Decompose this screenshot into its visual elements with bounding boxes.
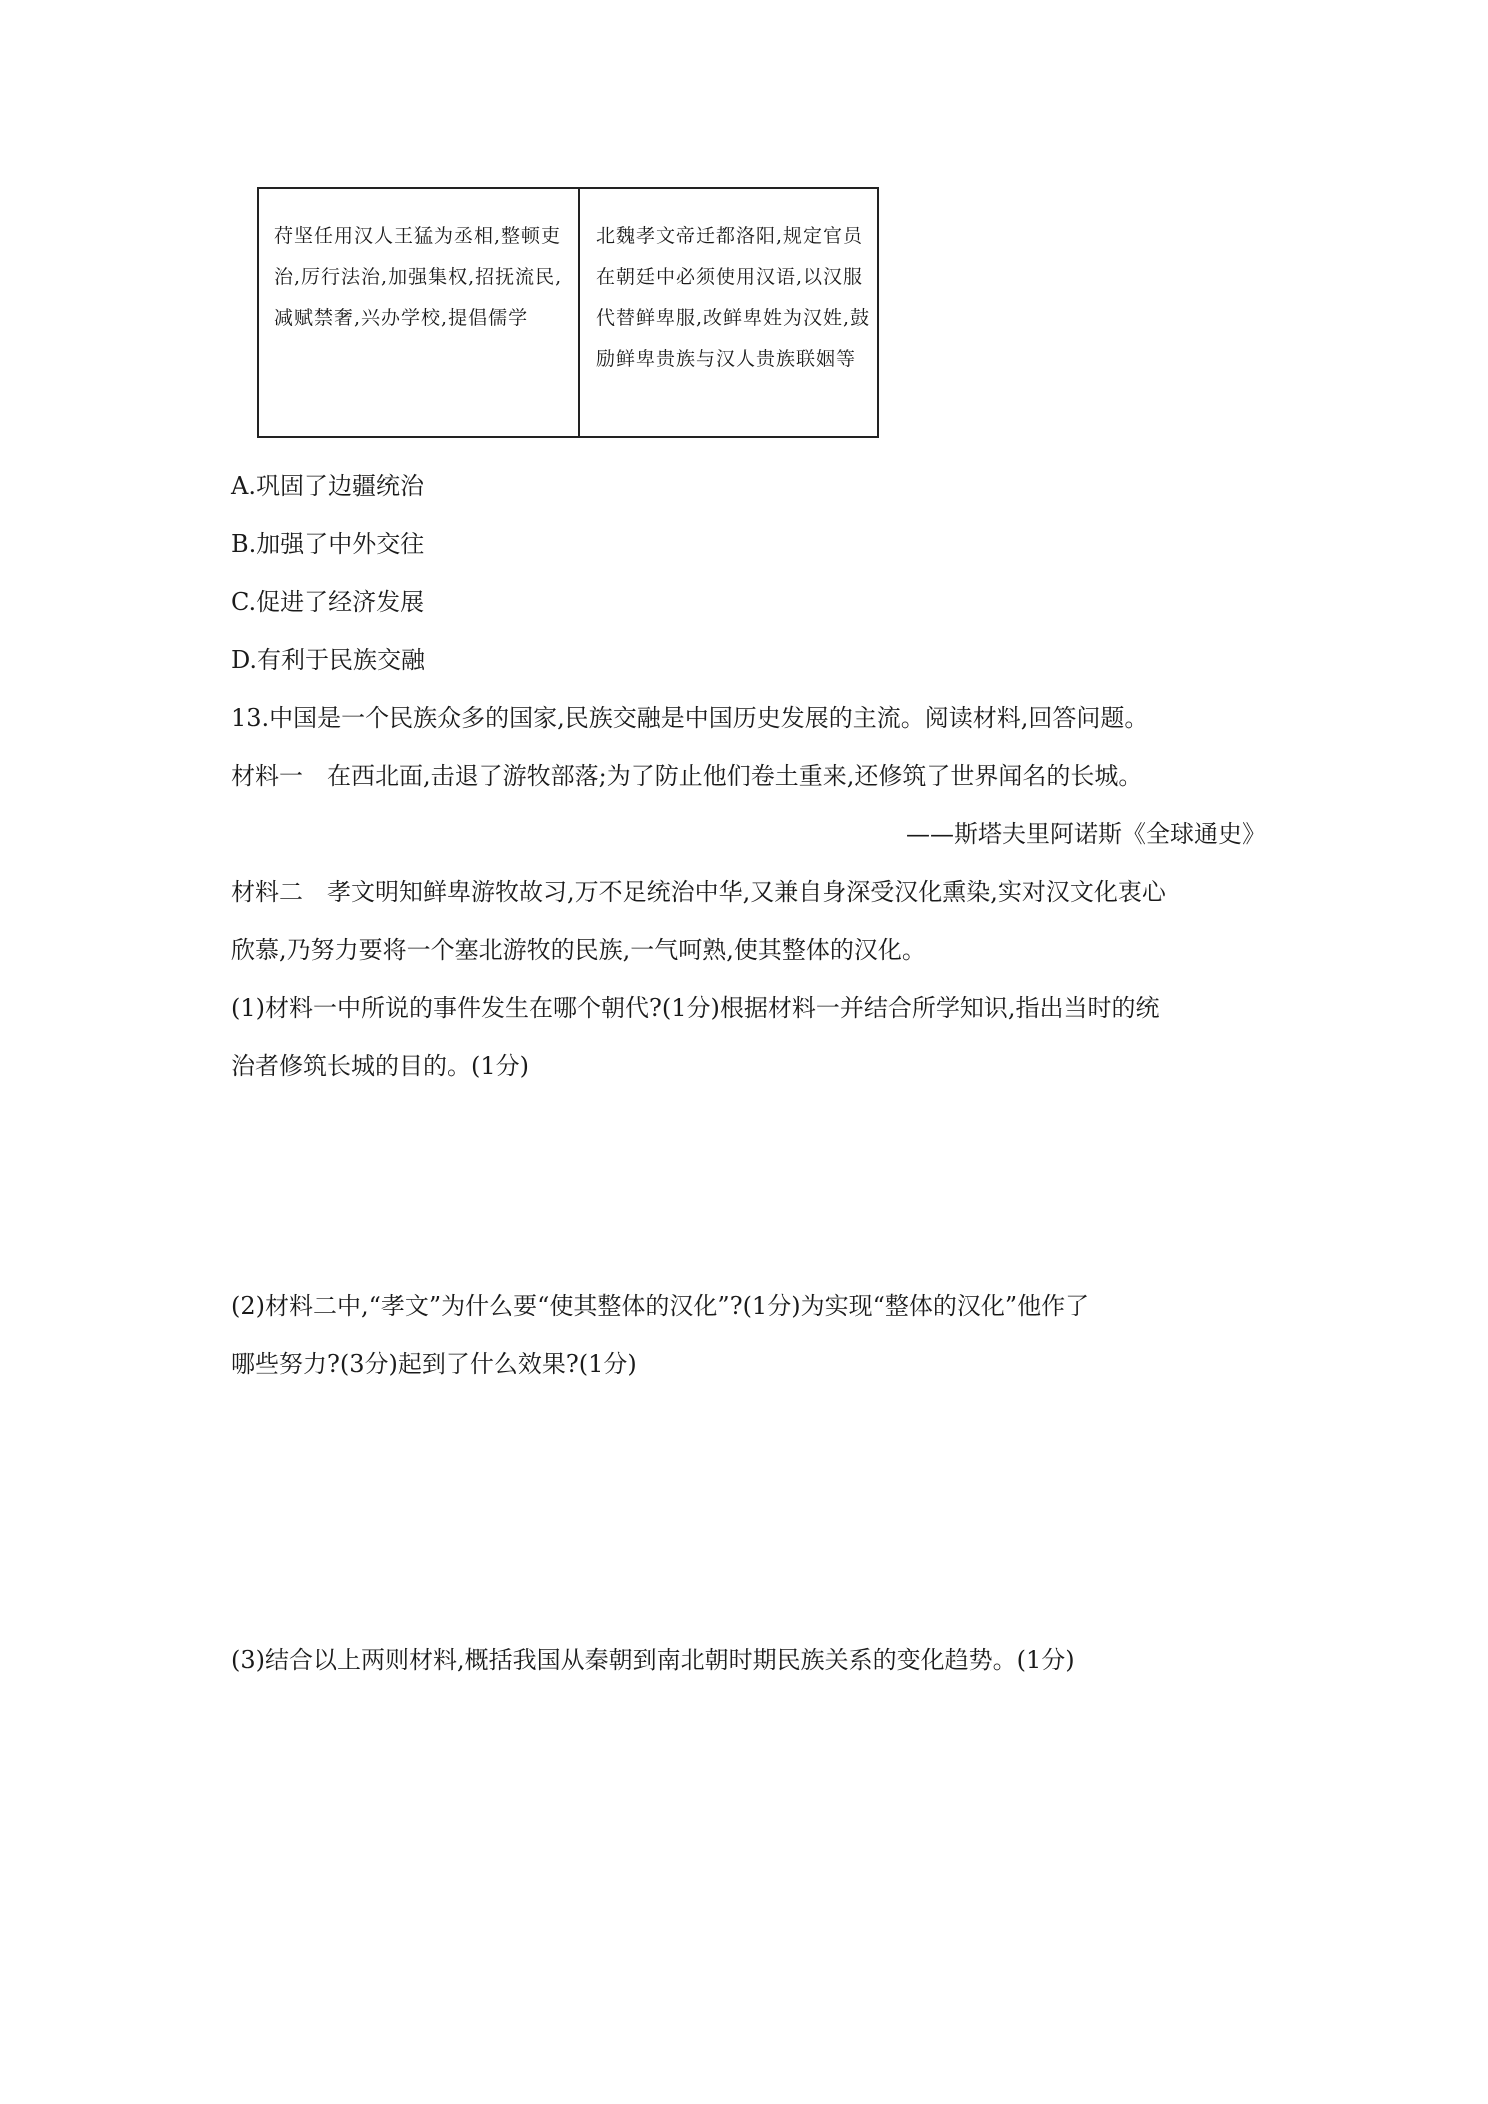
option-b: B.加强了中外交往 [231, 530, 425, 558]
material-two-line-1: 材料二 孝文明知鲜卑游牧故习,万不足统治中华,又兼自身深受汉化熏染,实对汉文化衷心 [231, 878, 1166, 906]
material-table [257, 187, 879, 438]
option-a: A.巩固了边疆统治 [231, 472, 424, 500]
material-two-line-2: 欣慕,乃努力要将一个塞北游牧的民族,一气呵熟,使其整体的汉化。 [231, 936, 926, 964]
subquestion-1-line-2: 治者修筑长城的目的。(1分) [231, 1052, 529, 1080]
question-13-stem: 13.中国是一个民族众多的国家,民族交融是中国历史发展的主流。阅读材料,回答问题。 [231, 704, 1149, 732]
table-cell-fu-jian: 苻坚任用汉人王猛为丞相,整顿吏治,厉行法治,加强集权,招抚流民,减赋禁奢,兴办学校,提倡儒学 [274, 225, 563, 329]
subquestion-3: (3)结合以上两则材料,概括我国从秦朝到南北朝时期民族关系的变化趋势。(1分) [231, 1646, 1075, 1674]
table-cell-xiaowen: 北魏孝文帝迁都洛阳,规定官员在朝廷中必须使用汉语,以汉服代替鲜卑服,改鲜卑姓为汉姓,鼓励鲜卑贵族与汉人贵族联姻等 [578, 189, 877, 436]
subquestion-1-line-1: (1)材料一中所说的事件发生在哪个朝代?(1分)根据材料一并结合所学知识,指出当时的统 [231, 994, 1160, 1022]
subquestion-2-line-1: (2)材料二中,“孝文”为什么要“使其整体的汉化”?(1分)为实现“整体的汉化”他作了 [231, 1292, 1090, 1320]
material-one-source: ——斯塔夫里阿诺斯《全球通史》 [906, 820, 1266, 848]
material-one: 材料一 在西北面,击退了游牧部落;为了防止他们卷土重来,还修筑了世界闻名的长城。 [231, 762, 1143, 790]
option-d: D.有利于民族交融 [231, 646, 426, 674]
option-c: C.促进了经济发展 [231, 588, 425, 616]
subquestion-2-line-2: 哪些努力?(3分)起到了什么效果?(1分) [231, 1350, 637, 1378]
